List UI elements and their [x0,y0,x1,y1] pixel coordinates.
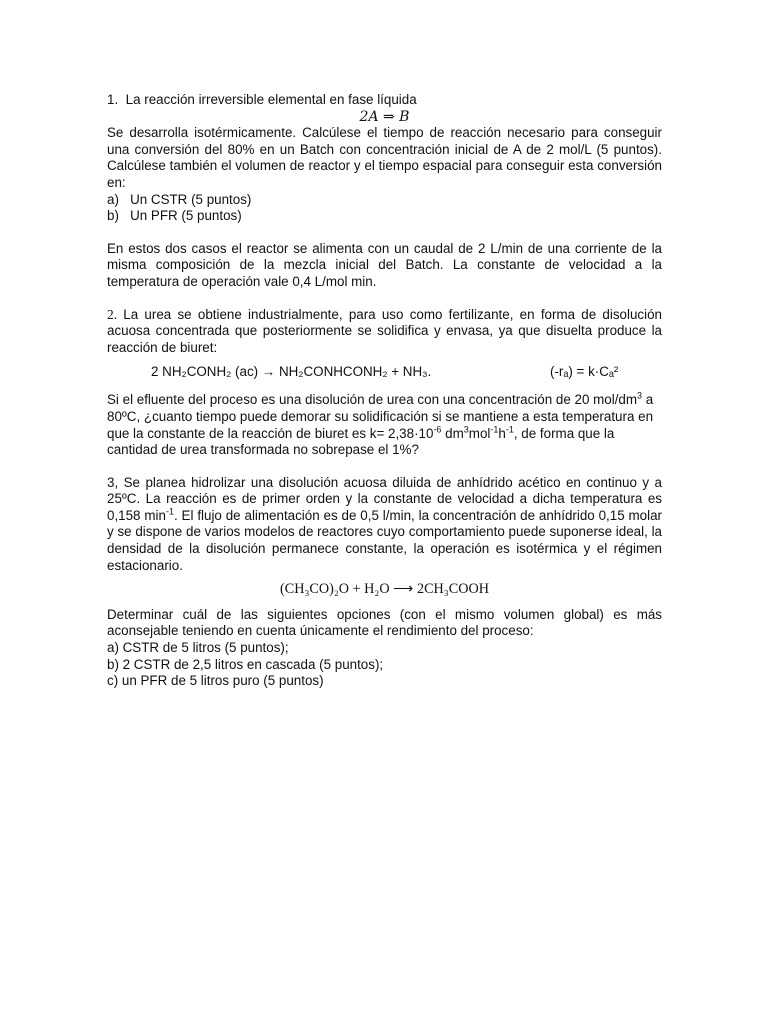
problem-3-reaction: (CH₃CO)₂O + H₂O ⟶ 2CH₃COOH [280,581,489,598]
superscript: 3 [637,390,643,401]
problem-2-question-text-5: h [498,425,506,441]
problem-2-intro [107,307,662,357]
problem-1-title [107,92,662,109]
problem-1-option-b: b) Un PFR (5 puntos) [107,208,242,224]
problem-1-equation: 2A ⇒ B [359,108,410,125]
problem-2-question [107,392,662,458]
problem-2-question-text-3: dm [441,425,464,441]
problem-1-title-text: La reacción irreversible elemental en fase líquida [125,92,417,107]
problem-2-reaction: 2 NH₂CONH₂ (ac) → NH₂CONHCONH₂ + NH₃. [151,364,432,380]
document-page [107,92,662,690]
problem-1-feed-text: En estos dos casos el reactor se alimenta con un caudal de 2 L/min de una corriente de la misma composición de la mezcla inicial del Batch. La constante de velocidad a la temperatura de operación vale 0,4 L/mol min. [107,240,662,289]
problem-3-intro-text-1: 3, Se planea hidrolizar una disolución acuosa diluida de anhídrido acético en continuo y a 25ºC. La reacción es de primer orden y la constante de velocidad a dicha temperatura es 0,158 min [107,474,662,523]
problem-2-question-text-6: , de forma que la cantidad de urea transformada no sobrepase el 1%? [107,425,615,458]
superscript: -1 [490,424,499,435]
problem-3-option-a: a) CSTR de 5 litros (5 puntos); [107,640,289,656]
problem-3-option-b: b) 2 CSTR de 2,5 litros en cascada (5 puntos); [107,656,384,672]
problem-3-intro [107,475,662,575]
problem-2-rate-law: (-rₐ) = k·Cₐ² [550,364,619,380]
problem-1-option-a: a) Un CSTR (5 puntos) [107,191,252,207]
superscript: -1 [505,424,514,435]
problem-1-body: Se desarrolla isotérmicamente. Calcúlese el tiempo de reacción necesario para conseguir una conversión del 80% en un Batch con concentración inicial de A de 2 mol/L (5 puntos). Calcúlese también el volumen de reactor y el tiempo espacial para conseguir esta conversión en: [107,125,662,190]
problem-3-option-c: c) un PFR de 5 litros puro (5 puntos) [107,673,324,689]
superscript: 3 [463,424,469,435]
problem-3-question: Determinar cuál de las siguientes opciones (con el mismo volumen global) es más aconsejable teniendo en cuenta únicamente el rendimiento del proceso: [107,606,662,639]
superscript: -6 [433,424,442,435]
problem-2-equation-row [107,364,662,381]
problem-2-number: 2. [107,306,118,322]
superscript: -1 [165,506,174,517]
problem-1-number: 1. [107,92,119,107]
problem-2-question-text-2: a 80ºC, ¿cuanto tiempo puede demorar su solidificación si se mantiene a esta temperatura en que la constante de la reacción de biuret es k= 2,38·10 [107,392,654,441]
problem-2-question-text-1: Si el efluente del proceso es una disolución de urea con una concentración de 20 mol/dm [107,392,638,408]
problem-3-intro-text-2: . El flujo de alimentación es de 0,5 l/min, la concentración de anhídrido 0,15 molar y se dispone de varios modelos de reactores cuyo comportamiento puede suponerse ideal, la densidad de la disolución permanece constante, la operación es isotérmica y el régimen estacionario. [107,507,662,573]
problem-2-intro-text: La urea se obtiene industrialmente, para uso como fertilizante, en forma de disolución acuosa concentrada que posteriormente se solidifica y envasa, ya que disuelta produce la reacción de biuret: [107,306,662,355]
problem-2-question-text-4: mol [468,425,491,441]
